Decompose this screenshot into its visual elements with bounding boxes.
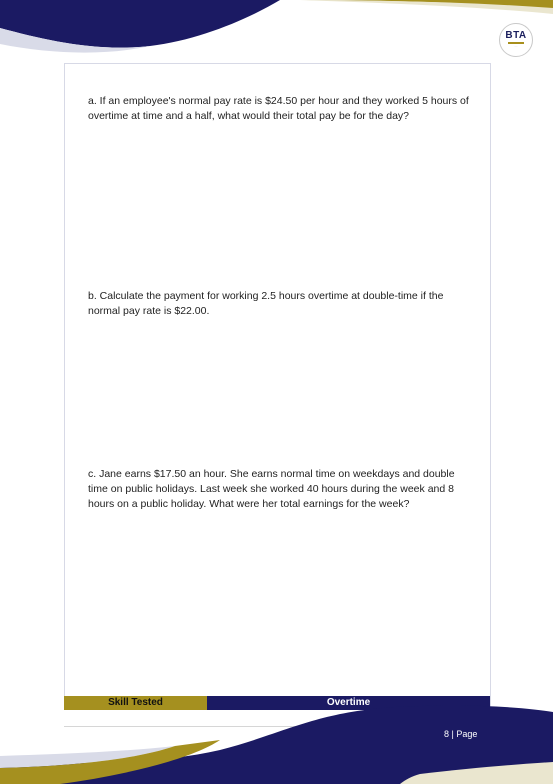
header-wave-decoration <box>0 0 553 60</box>
skill-tested-value: Overtime <box>207 696 490 710</box>
content-frame <box>64 63 491 709</box>
question-b: b. Calculate the payment for working 2.5 hours overtime at double-time if the normal pay rate is $22.00. <box>88 290 444 317</box>
page-number: 8 | Page <box>444 729 478 739</box>
logo-subtext-decoration: ··· <box>514 43 518 48</box>
bta-logo <box>499 23 533 57</box>
skill-tested-label: Skill Tested <box>64 696 207 710</box>
question-c: c. Jane earns $17.50 an hour. She earns normal time on weekdays and double time on public holidays. Last week she worked 40 hours during the week and 8 hours on a public holiday. What were her total earnings for the week? <box>88 468 455 510</box>
question-a: a. If an employee's normal pay rate is $24.50 per hour and they worked 5 hours of overtime at time and a half, what would their total pay be for the day? <box>88 95 469 122</box>
footer-wave-decoration <box>0 704 553 784</box>
logo-text: BTA <box>505 30 527 41</box>
